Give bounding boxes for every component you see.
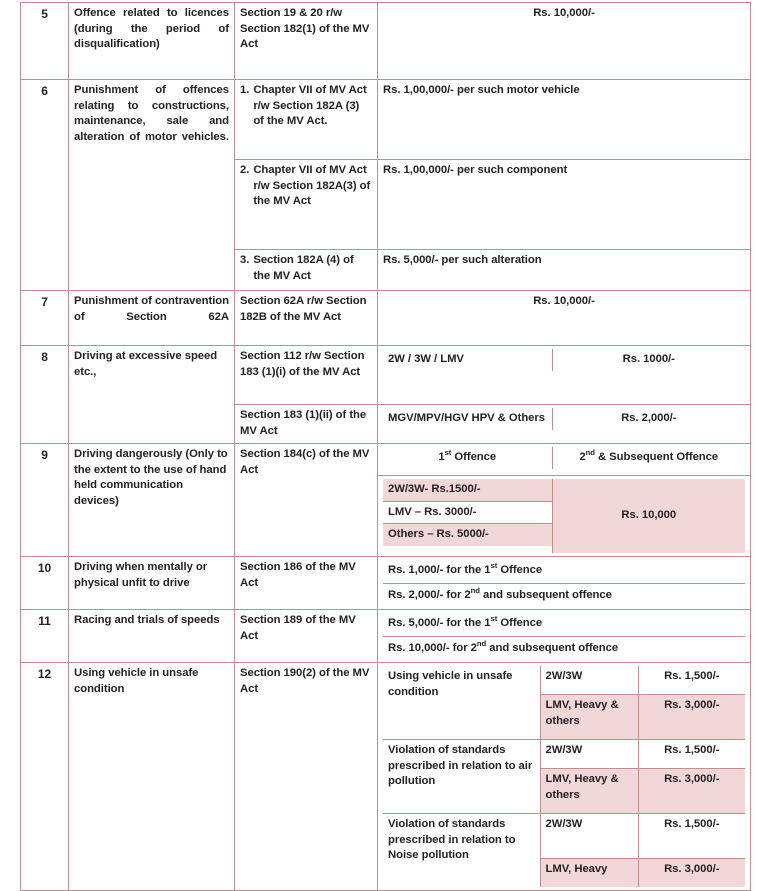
row-offence-description: Racing and trials of speeds	[69, 610, 235, 663]
row-section-reference: Section 190(2) of the MV Act	[235, 663, 378, 891]
penalty-amount: Rs. 1,500/-	[638, 666, 745, 695]
penalty-amount: Rs. 1000/-	[552, 349, 745, 371]
list-marker: 2.	[240, 164, 250, 176]
offence-header-grid	[383, 447, 745, 469]
row-offence-description: Driving dangerously (Only to the extent to the use of hand held communication devices)	[69, 444, 235, 557]
vehicle-class: LMV, Heavy	[540, 859, 638, 888]
penalty-line: Rs. 1,000/- for the 1st Offence	[383, 560, 745, 584]
penalty-split-grid	[383, 408, 745, 430]
row-section-reference: Section 189 of the MV Act	[235, 610, 378, 663]
list-marker: 3.	[240, 254, 250, 266]
row-penalty-amount: Rs. 10,000/-	[378, 291, 751, 346]
list-item-text: Chapter VII of MV Act r/w Section 182A(3) of the MV Act	[253, 164, 371, 208]
row-offence-description: Punishment of contravention of Section 62A	[69, 291, 235, 346]
penalty-amount: Rs. 1,500/-	[638, 740, 745, 769]
row-offence-description: Driving when mentally or physical unfit to drive	[69, 557, 235, 610]
first-offence-header: 1st Offence	[383, 447, 552, 469]
list-item: Others – Rs. 5000/-	[383, 524, 552, 546]
offence-occurrence-headers	[378, 444, 751, 476]
penalty-amount: Rs. 2,000/-	[552, 408, 745, 430]
row-offence-description: Offence related to licences (during the period of disqualification)	[69, 3, 235, 80]
row-serial-number: 8	[21, 346, 69, 444]
row-serial-number: 5	[21, 3, 69, 80]
vehicle-class: 2W/3W	[540, 666, 638, 695]
row-serial-number: 11	[21, 610, 69, 663]
table-row	[21, 663, 751, 891]
penalty-line: Rs. 5,000/- for the 1st Offence	[383, 613, 745, 637]
list-marker: 1.	[240, 84, 250, 96]
table-row	[21, 610, 751, 663]
row-offence-description: Driving at excessive speed etc.,	[69, 346, 235, 444]
row-penalty-amount: Rs. 10,000/-	[378, 3, 751, 80]
row-penalty-lines	[378, 557, 751, 610]
penalty-line: Rs. 2,000/- for 2nd and subsequent offence	[388, 585, 612, 601]
row-serial-number: 9	[21, 444, 69, 557]
penalty-amount: Rs. 1,500/-	[638, 814, 745, 859]
vehicle-class: MGV/MPV/HGV HPV & Others	[383, 408, 552, 430]
row-section-reference: Section 183 (1)(ii) of the MV Act	[235, 405, 378, 444]
offence-penalty-breakdown	[378, 476, 751, 557]
table-row	[21, 80, 751, 160]
list-item: 2W/3W- Rs.1500/-	[383, 479, 552, 502]
penalty-amount: Rs. 3,000/-	[638, 769, 745, 814]
penalty-group-description: Violation of standards prescribed in relation to air pollution	[383, 740, 540, 814]
penalty-line: Rs. 10,000/- for 2nd and subsequent offence	[388, 638, 619, 654]
offence-penalty-table	[20, 2, 751, 891]
table-row	[21, 557, 751, 610]
row-section-reference: Section 62A r/w Section 182B of the MV Act	[235, 291, 378, 346]
row-serial-number: 7	[21, 291, 69, 346]
list-item-text: Chapter VII of MV Act r/w Section 182A (3) of the MV Act.	[253, 84, 367, 128]
vehicle-class: 2W/3W	[540, 740, 638, 769]
second-offence-penalty: Rs. 10,000	[552, 479, 745, 553]
vehicle-class: LMV, Heavy & others	[540, 769, 638, 814]
penalty-amount: Rs. 3,000/-	[638, 695, 745, 740]
row-serial-number: 10	[21, 557, 69, 610]
second-offence-header: 2nd & Subsequent Offence	[552, 447, 745, 469]
row-penalty-breakdown	[378, 663, 751, 891]
row-penalty-group	[378, 405, 751, 444]
row-penalty-amount: Rs. 1,00,000/- per such motor vehicle	[378, 80, 751, 160]
row-section-reference	[235, 160, 378, 250]
row-offence-description: Using vehicle in unsafe condition	[69, 663, 235, 891]
penalty-group	[383, 740, 745, 814]
table-row	[21, 346, 751, 405]
row-section-reference: Section 184(c) of the MV Act	[235, 444, 378, 557]
row-section-reference: Section 186 of the MV Act	[235, 557, 378, 610]
vehicle-class: 2W/3W	[540, 814, 638, 859]
row-section-reference: Section 112 r/w Section 183 (1)(i) of the MV Act	[235, 346, 378, 405]
list-item-text: Section 182A (4) of the MV Act	[253, 254, 354, 282]
first-offence-items	[383, 479, 552, 553]
row-penalty-group	[378, 346, 751, 405]
penalty-split-grid	[383, 349, 745, 371]
list-item: LMV – Rs. 3000/-	[383, 502, 552, 525]
table-row	[21, 3, 751, 80]
row-serial-number: 6	[21, 80, 69, 291]
penalty-group	[383, 666, 745, 740]
penalty-group-description: Using vehicle in unsafe condition	[383, 666, 540, 740]
row-serial-number: 12	[21, 663, 69, 891]
row-section-reference: Section 19 & 20 r/w Section 182(1) of the MV Act	[235, 3, 378, 80]
table-row	[21, 444, 751, 476]
vehicle-class: LMV, Heavy & others	[540, 695, 638, 740]
row-section-reference	[235, 80, 378, 160]
vehicle-class: 2W / 3W / LMV	[383, 349, 552, 371]
table-row	[21, 291, 751, 346]
penalty-group-description: Violation of standards prescribed in relation to Noise pollution	[383, 814, 540, 887]
row-section-reference	[235, 250, 378, 291]
penalty-amount: Rs. 3,000/-	[638, 859, 745, 888]
row-offence-description: Punishment of offences relating to constructions, maintenance, sale and alteration of motor vehicles.	[69, 80, 235, 291]
row-penalty-lines	[378, 610, 751, 663]
row-penalty-amount: Rs. 1,00,000/- per such component	[378, 160, 751, 250]
penalty-group	[383, 814, 745, 887]
row-penalty-amount: Rs. 5,000/- per such alteration	[378, 250, 751, 291]
offence-penalty-grid	[383, 479, 745, 553]
